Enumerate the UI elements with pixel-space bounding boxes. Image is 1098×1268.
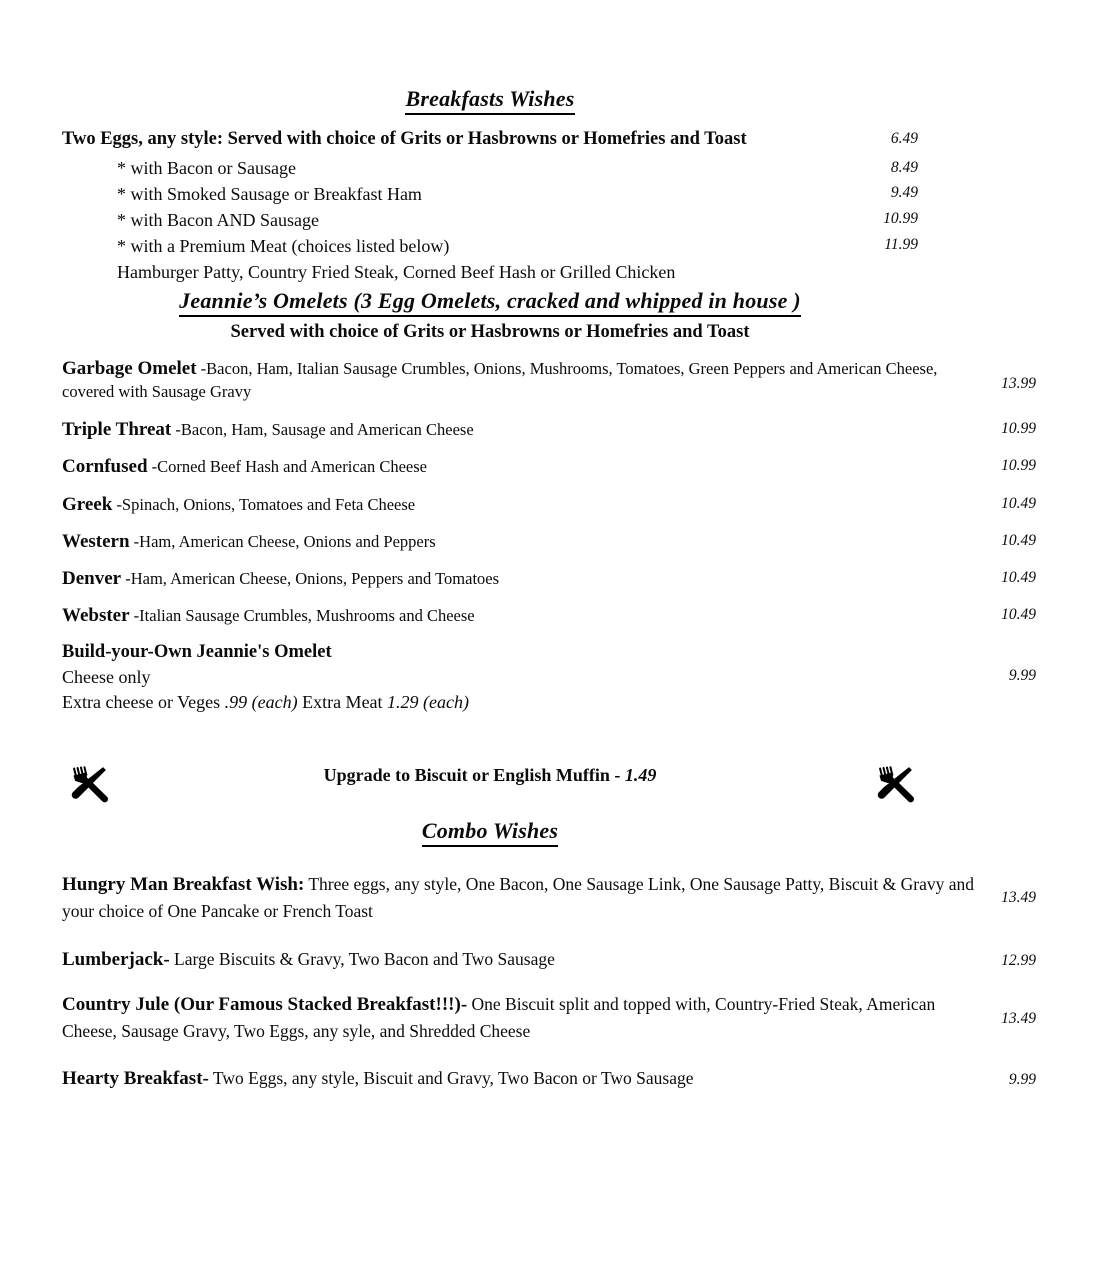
omelet-description: -Bacon, Ham, Sausage and American Cheese [171,420,474,439]
omelets-title: Jeannie’s Omelets (3 Egg Omelets, cracked and whipped in house ) [179,289,801,317]
omelet-description: -Italian Sausage Crumbles, Mushrooms and Cheese [129,606,475,625]
egg-option-row [62,233,980,259]
two-eggs-row [62,128,980,152]
omelet-item [62,492,1098,517]
omelet-description: -Ham, American Cheese, Onions and Peppers [129,532,436,551]
combo-wishes-title: Combo Wishes [422,819,558,847]
extras-veges-price: .99 (each) [224,691,298,712]
combo-name: Hungry Man Breakfast Wish: [62,874,305,895]
omelet-description: -Bacon, Ham, Italian Sausage Crumbles, Onions, Mushrooms, Tomatoes, Green Peppers and American Cheese, covered with Sausage Gravy [62,359,938,402]
build-your-own-extras [62,690,980,715]
fork-knife-icon [872,761,918,807]
egg-option-price: 8.49 [890,158,918,176]
omelet-name: Western [62,531,130,552]
combo-wishes-heading [0,818,980,847]
combo-name: Hearty Breakfast- [62,1068,209,1089]
egg-option-label: * with Smoked Sausage or Breakfast Ham [117,183,422,204]
egg-option-row [62,155,980,181]
omelet-item [62,603,1098,628]
omelet-price: 10.99 [1001,420,1036,437]
breakfasts-wishes-heading [0,86,980,115]
omelet-name: Greek [62,494,113,515]
upgrade-text-prefix: Upgrade to Biscuit or English Muffin - [323,765,625,785]
omelet-name: Garbage Omelet [62,358,197,379]
omelet-name: Triple Threat [62,419,172,440]
omelet-item [62,417,1098,442]
extras-prefix: Extra cheese or Veges [62,691,225,712]
combo-price: 13.49 [1001,889,1036,906]
omelet-price: 10.49 [1001,569,1036,586]
fork-knife-icon [66,761,112,807]
combo-item [62,947,1098,974]
omelet-description: -Spinach, Onions, Tomatoes and Feta Cheese [112,495,416,514]
combo-item [62,992,1098,1044]
omelets-heading-group [0,288,980,343]
omelet-name: Denver [62,568,122,589]
egg-option-label: * with Bacon or Sausage [117,157,296,178]
two-eggs-label: Two Eggs, any style: Served with choice of Grits or Hasbrowns or Homefries and Toast [62,129,747,149]
build-your-own-cheese-only: Cheese only [62,666,151,687]
build-your-own-price: 9.99 [1008,667,1036,684]
omelet-price: 10.49 [1001,495,1036,512]
egg-option-row [62,181,980,207]
combo-description: Two Eggs, any style, Biscuit and Gravy, Two Bacon or Two Sausage [208,1068,694,1088]
omelet-price: 10.49 [1001,532,1036,549]
build-your-own-block [62,640,1098,714]
breakfasts-wishes-title: Breakfasts Wishes [405,87,574,115]
omelets-subtitle: Served with choice of Grits or Hasbrowns or Homefries and Toast [230,321,750,342]
omelet-item [62,566,1098,591]
upgrade-label [324,765,657,785]
egg-option-price: 9.49 [890,183,918,201]
combo-price: 12.99 [1001,952,1036,969]
two-eggs-block [62,128,980,285]
combo-name: Lumberjack- [62,949,170,970]
combo-description: One Biscuit split and topped with, Country-Fried Steak, American Cheese, Sausage Gravy, Two Eggs, any syle, and Shredded Cheese [62,994,936,1041]
combo-description: Large Biscuits & Gravy, Two Bacon and Two Sausage [169,949,555,969]
omelet-price: 10.49 [1001,606,1036,623]
egg-option-label: * with Bacon AND Sausage [117,210,319,231]
premium-meats-note: Hamburger Patty, Country Fried Steak, Corned Beef Hash or Grilled Chicken [117,261,676,282]
combo-price: 13.49 [1001,1010,1036,1027]
egg-option-label: * with a Premium Meat (choices listed below) [117,236,450,257]
egg-option-price: 10.99 [883,210,918,228]
omelet-price: 13.99 [1001,375,1036,392]
omelet-price: 10.99 [1001,457,1036,474]
extras-meat-price: 1.29 (each) [387,691,470,712]
omelet-description: -Ham, American Cheese, Onions, Peppers and Tomatoes [121,569,500,588]
egg-option-row [62,207,980,233]
combo-description: Three eggs, any style, One Bacon, One Sausage Link, One Sausage Patty, Biscuit & Gravy and your choice of One Pancake or French Toast [62,874,975,921]
upgrade-price: 1.49 [624,765,657,785]
omelet-item [62,356,1098,404]
combo-item [62,1066,1098,1093]
omelet-name: Webster [62,605,130,626]
combo-name: Country Jule (Our Famous Stacked Breakfast!!!)- [62,994,468,1015]
combo-price: 9.99 [1008,1071,1036,1088]
upgrade-strip [0,765,980,786]
combo-item [62,872,1098,924]
omelet-item [62,454,1098,479]
omelet-description: -Corned Beef Hash and American Cheese [147,457,428,476]
omelet-item [62,529,1098,554]
omelet-name: Cornfused [62,456,148,477]
egg-option-price: 11.99 [884,236,918,254]
build-your-own-title: Build-your-Own Jeannie's Omelet [62,642,332,662]
two-eggs-price: 6.49 [890,130,918,147]
extras-middle: Extra Meat [297,691,388,712]
